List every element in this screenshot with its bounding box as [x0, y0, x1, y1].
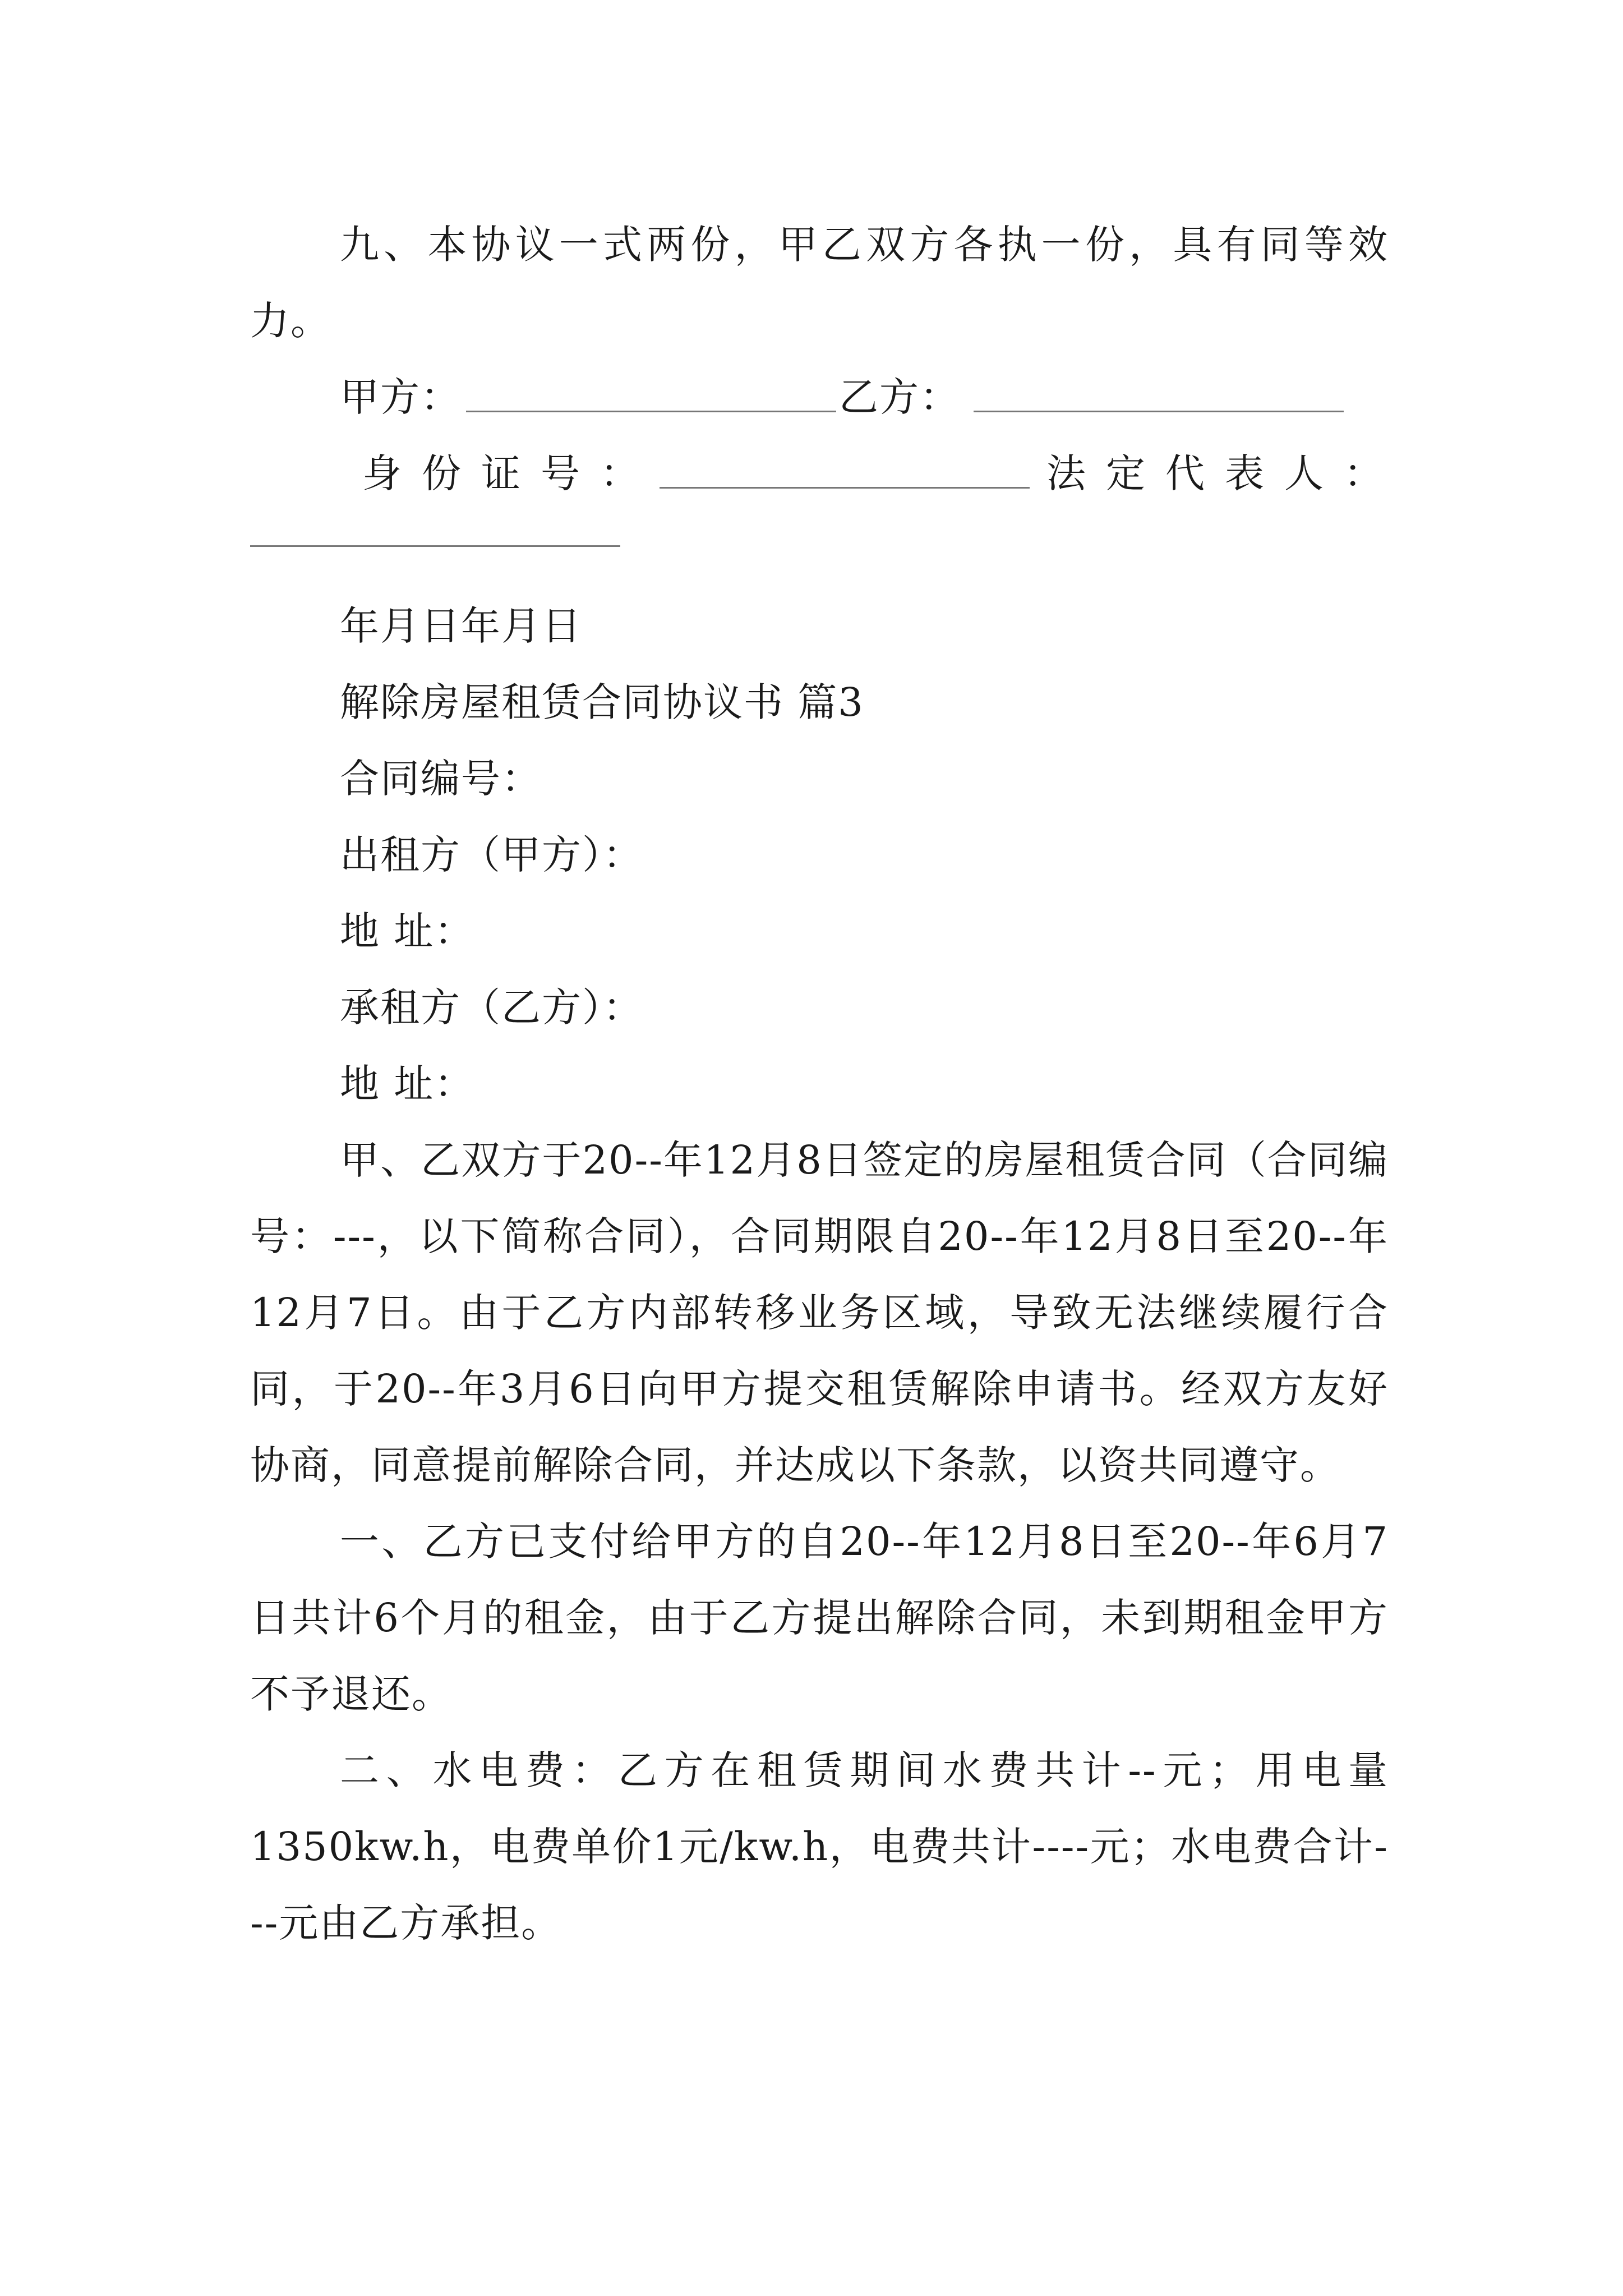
party-a-blank	[466, 411, 836, 412]
signature-row	[250, 359, 1389, 435]
lessor-line: 出租方（甲方）：	[340, 832, 643, 878]
clause-2: 二、水电费：乙方在租赁期间水费共计--元；用电量1350kw.h，电费单价1元/kw.h，电费共计----元；水电费合计---元由乙方承担。	[250, 1747, 1389, 1946]
legal-rep-blank	[250, 545, 620, 547]
clause-9: 九、本协议一式两份，甲乙双方各执一份，具有同等效力。	[250, 222, 1389, 344]
clause-1: 一、乙方已支付给甲方的自20--年12月8日至20--年6月7日共计6个月的租金，由于乙方提出解除合同，未到期租金甲方不予退还。	[250, 1519, 1389, 1717]
id-number-blank	[660, 487, 1030, 489]
id-number-label: 身份证号：	[362, 450, 660, 496]
contract-number: 合同编号：	[340, 756, 542, 802]
legal-rep-blank-row	[250, 512, 1389, 588]
lessee-address: 地 址：	[340, 1061, 475, 1107]
document-body	[250, 206, 1403, 1961]
lessee-line: 承租方（乙方）：	[340, 984, 643, 1030]
legal-rep-label: 法定代表人：	[1046, 450, 1403, 496]
lessor-address: 地 址：	[340, 908, 475, 954]
party-b-label: 乙方：	[839, 374, 960, 420]
party-b-blank	[974, 411, 1344, 412]
date-line: 年月日年月日	[340, 603, 582, 649]
section-title: 解除房屋租赁合同协议书 篇3	[340, 679, 864, 725]
intro-paragraph: 甲、乙双方于20--年12月8日签定的房屋租赁合同（合同编号：---，以下简称合同），合同期限自20--年12月8日至20--年12月7日。由于乙方内部转移业务区域，导致无法继续履行合同，于20--年3月6日向甲方提交租赁解除申请书。经双方友好协商，同意提前解除合同，并达成以下条款，以资共同遵守。	[250, 1137, 1389, 1488]
id-rep-row	[250, 435, 1403, 512]
party-a-label: 甲方：	[340, 374, 461, 420]
